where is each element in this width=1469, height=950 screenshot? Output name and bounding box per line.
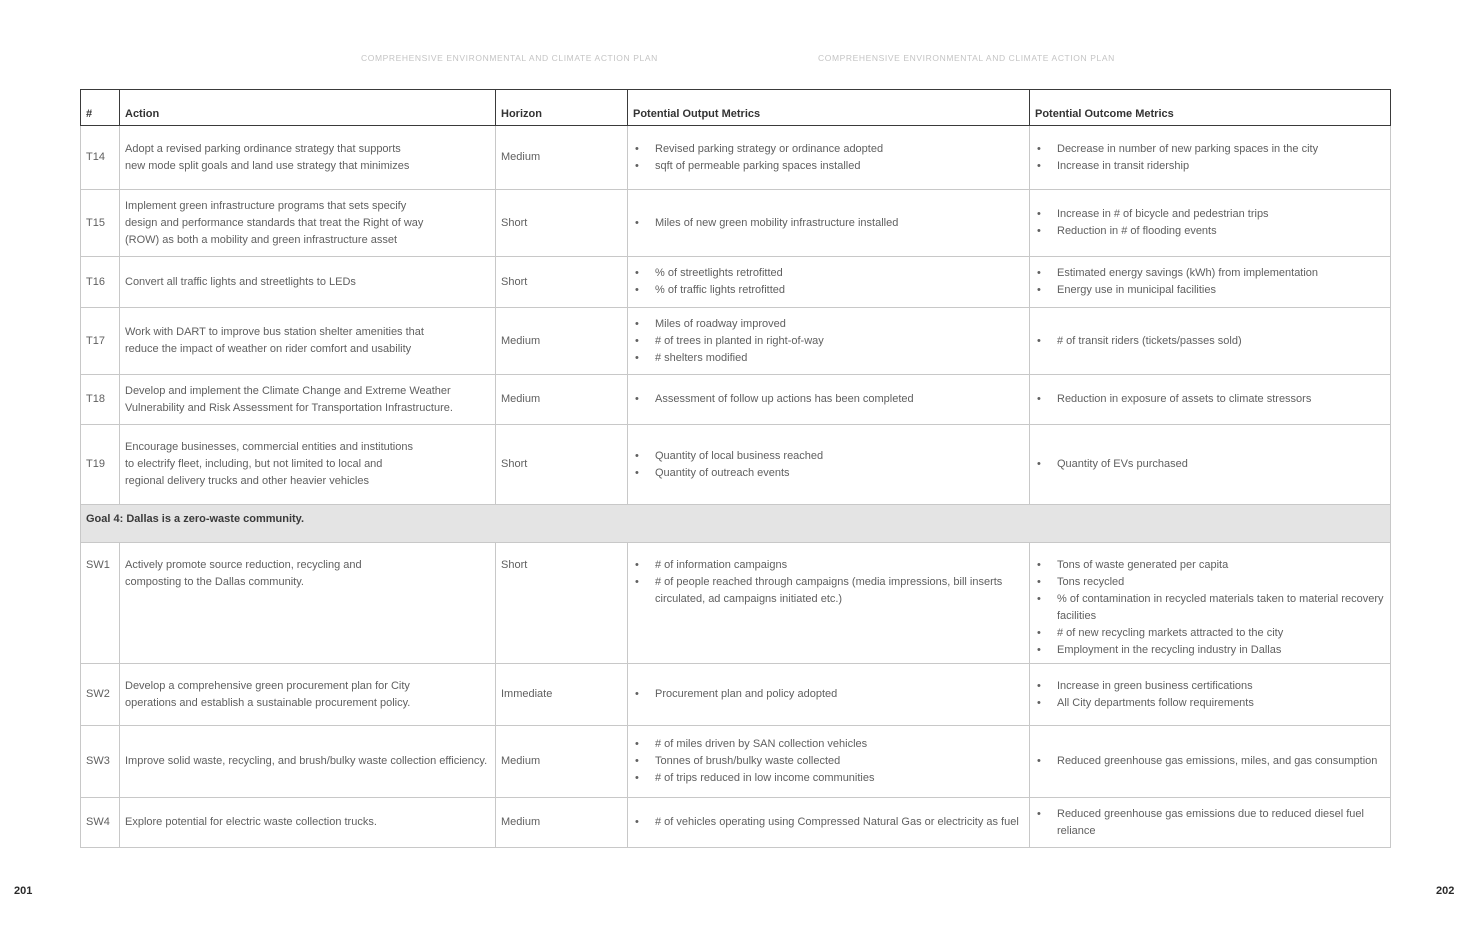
outcome-metrics — [1030, 257, 1391, 308]
outcome-metrics — [1030, 308, 1391, 375]
metric-list — [633, 557, 1024, 608]
action-line: reduce the impact of weather on rider comfort and usability — [125, 343, 412, 355]
action-line: new mode split goals and land use strategy that minimizes — [125, 159, 410, 172]
metric-list — [1035, 141, 1385, 175]
outcome-metrics — [1030, 126, 1391, 190]
horizon: Short — [496, 425, 628, 505]
action-line: Actively promote source reduction, recycling and — [125, 559, 362, 571]
metric-item: • % of traffic lights retrofitted — [633, 282, 1024, 299]
running-header-right: COMPREHENSIVE ENVIRONMENTAL AND CLIMATE ACTION PLAN — [818, 53, 1115, 63]
goal-heading: Goal 4: Dallas is a zero-waste community. — [81, 505, 1391, 543]
action-description — [120, 798, 496, 848]
running-header-left: COMPREHENSIVE ENVIRONMENTAL AND CLIMATE ACTION PLAN — [361, 53, 658, 63]
action-line: Adopt a revised parking ordinance strategy that supports — [125, 142, 401, 155]
metric-list — [1035, 206, 1385, 240]
metric-item: • # of trees in planted in right-of-way — [633, 333, 1024, 350]
metric-item: • Reduction in # of flooding events — [1035, 223, 1385, 240]
metric-item: • Estimated energy savings (kWh) from implementation — [1035, 265, 1385, 282]
metric-item: • # of new recycling markets attracted to the city — [1035, 625, 1385, 642]
column-header-action: Action — [120, 90, 496, 126]
metric-list — [633, 736, 1024, 787]
action-line: (ROW) as both a mobility and green infrastructure asset — [125, 233, 398, 246]
output-metrics — [628, 798, 1030, 848]
metric-list — [633, 686, 1024, 703]
metric-item: • Quantity of EVs purchased — [1035, 456, 1385, 473]
action-description — [120, 257, 496, 308]
metric-item: • # of miles driven by SAN collection vehicles — [633, 736, 1024, 753]
column-header-output-metrics: Potential Output Metrics — [628, 90, 1030, 126]
output-metrics — [628, 425, 1030, 505]
table-row — [81, 375, 1391, 425]
horizon: Short — [496, 257, 628, 308]
action-line: regional delivery trucks and other heavier vehicles — [125, 475, 369, 487]
metric-list — [1035, 678, 1385, 712]
table-row — [81, 257, 1391, 308]
metric-item: • Reduced greenhouse gas emissions, miles, and gas consumption — [1035, 753, 1385, 770]
action-id: T14 — [81, 126, 120, 190]
action-line: Vulnerability and Risk Assessment for Transportation Infrastructure. — [125, 401, 453, 414]
table-row — [81, 425, 1391, 505]
action-line: Develop and implement the Climate Change and Extreme Weather — [125, 384, 451, 397]
action-id: SW3 — [81, 726, 120, 798]
action-line: Develop a comprehensive green procurement plan for City — [125, 679, 410, 692]
action-id: T15 — [81, 190, 120, 257]
action-line: operations and establish a sustainable procurement policy. — [125, 696, 411, 709]
outcome-metrics — [1030, 543, 1391, 664]
output-metrics — [628, 726, 1030, 798]
action-description — [120, 425, 496, 505]
horizon: Medium — [496, 726, 628, 798]
metric-item: • Increase in green business certifications — [1035, 678, 1385, 695]
metric-list — [1035, 456, 1385, 473]
action-line: Work with DART to improve bus station shelter amenities that — [125, 326, 424, 338]
action-line: Improve solid waste, recycling, and brush/bulky waste collection efficiency. — [125, 755, 488, 767]
metric-item: • Reduced greenhouse gas emissions due to reduced diesel fuel reliance — [1035, 806, 1385, 840]
metric-list — [1035, 391, 1385, 408]
action-description — [120, 375, 496, 425]
metric-item: • Decrease in number of new parking spaces in the city — [1035, 141, 1385, 158]
metric-item: • Increase in # of bicycle and pedestrian trips — [1035, 206, 1385, 223]
horizon: Short — [496, 543, 628, 664]
output-metrics — [628, 664, 1030, 726]
outcome-metrics — [1030, 190, 1391, 257]
action-metrics-table — [80, 89, 1391, 848]
metric-item: • % of streetlights retrofitted — [633, 265, 1024, 282]
table-body-transportation — [81, 126, 1391, 505]
metric-item: • Quantity of outreach events — [633, 465, 1024, 482]
output-metrics — [628, 543, 1030, 664]
outcome-metrics — [1030, 664, 1391, 726]
output-metrics — [628, 190, 1030, 257]
action-description — [120, 664, 496, 726]
metric-list — [1035, 753, 1385, 770]
action-line: design and performance standards that treat the Right of way — [125, 216, 424, 229]
table-row — [81, 190, 1391, 257]
action-id: T19 — [81, 425, 120, 505]
page-number-left: 201 — [14, 885, 33, 897]
metric-list — [633, 215, 1024, 232]
metric-item: • sqft of permeable parking spaces installed — [633, 158, 1024, 175]
metric-item: • Procurement plan and policy adopted — [633, 686, 1024, 703]
action-line: Explore potential for electric waste collection trucks. — [125, 816, 377, 828]
table-row — [81, 543, 1391, 664]
metric-item: • Miles of new green mobility infrastructure installed — [633, 215, 1024, 232]
action-line: composting to the Dallas community. — [125, 576, 304, 588]
metric-list — [633, 141, 1024, 175]
metric-list — [1035, 333, 1385, 350]
table-row — [81, 308, 1391, 375]
metric-item: • # of information campaigns — [633, 557, 1024, 574]
action-description — [120, 543, 496, 664]
metric-list — [633, 814, 1024, 831]
horizon: Medium — [496, 308, 628, 375]
action-line: to electrify fleet, including, but not limited to local and — [125, 458, 383, 470]
action-description — [120, 126, 496, 190]
metric-item: • Employment in the recycling industry in Dallas — [1035, 642, 1385, 659]
metric-item: • Increase in transit ridership — [1035, 158, 1385, 175]
action-description — [120, 308, 496, 375]
action-id: SW2 — [81, 664, 120, 726]
column-header-horizon: Horizon — [496, 90, 628, 126]
output-metrics — [628, 126, 1030, 190]
metric-item: • # of people reached through campaigns (media impressions, bill inserts circulated, ad campaigns initiated etc.) — [633, 574, 1024, 608]
metric-list — [633, 391, 1024, 408]
metric-item: • Quantity of local business reached — [633, 448, 1024, 465]
goal-row — [81, 505, 1391, 543]
output-metrics — [628, 308, 1030, 375]
metric-list — [1035, 265, 1385, 299]
action-line: Implement green infrastructure programs that sets specify — [125, 199, 407, 212]
action-line: Encourage businesses, commercial entities and institutions — [125, 441, 413, 453]
table-body-solid-waste — [81, 543, 1391, 848]
metric-item: • # shelters modified — [633, 350, 1024, 367]
column-header-outcome-metrics: Potential Outcome Metrics — [1030, 90, 1391, 126]
page-number-right: 202 — [1436, 885, 1455, 897]
metric-list — [633, 448, 1024, 482]
table-body-goal — [81, 505, 1391, 543]
outcome-metrics — [1030, 726, 1391, 798]
metric-item: • Tonnes of brush/bulky waste collected — [633, 753, 1024, 770]
horizon: Medium — [496, 126, 628, 190]
table-row — [81, 664, 1391, 726]
horizon: Immediate — [496, 664, 628, 726]
metric-item: • # of vehicles operating using Compressed Natural Gas or electricity as fuel — [633, 814, 1024, 831]
metric-item: • Reduction in exposure of assets to climate stressors — [1035, 391, 1385, 408]
metric-item: • Revised parking strategy or ordinance adopted — [633, 141, 1024, 158]
horizon: Medium — [496, 375, 628, 425]
metric-item: • Assessment of follow up actions has been completed — [633, 391, 1024, 408]
action-id: SW4 — [81, 798, 120, 848]
column-header-id: # — [81, 90, 120, 126]
action-description — [120, 726, 496, 798]
metric-item: • # of trips reduced in low income communities — [633, 770, 1024, 787]
action-description — [120, 190, 496, 257]
outcome-metrics — [1030, 375, 1391, 425]
action-id: T16 — [81, 257, 120, 308]
metric-item: • Miles of roadway improved — [633, 316, 1024, 333]
metric-item: • Energy use in municipal facilities — [1035, 282, 1385, 299]
table-row — [81, 798, 1391, 848]
metric-list — [1035, 806, 1385, 840]
output-metrics — [628, 375, 1030, 425]
outcome-metrics — [1030, 798, 1391, 848]
table-row — [81, 126, 1391, 190]
metric-list — [633, 316, 1024, 367]
metric-list — [1035, 557, 1385, 659]
action-id: T17 — [81, 308, 120, 375]
table-header-row — [81, 90, 1391, 126]
horizon: Short — [496, 190, 628, 257]
metric-item: • Tons of waste generated per capita — [1035, 557, 1385, 574]
outcome-metrics — [1030, 425, 1391, 505]
action-line: Convert all traffic lights and streetlights to LEDs — [125, 275, 356, 288]
table-row — [81, 726, 1391, 798]
action-id: SW1 — [81, 543, 120, 664]
action-id: T18 — [81, 375, 120, 425]
metric-list — [633, 265, 1024, 299]
metric-item: • # of transit riders (tickets/passes sold) — [1035, 333, 1385, 350]
metric-item: • % of contamination in recycled materials taken to material recovery facilities — [1035, 591, 1385, 625]
metric-item: • All City departments follow requirements — [1035, 695, 1385, 712]
horizon: Medium — [496, 798, 628, 848]
output-metrics — [628, 257, 1030, 308]
metric-item: • Tons recycled — [1035, 574, 1385, 591]
